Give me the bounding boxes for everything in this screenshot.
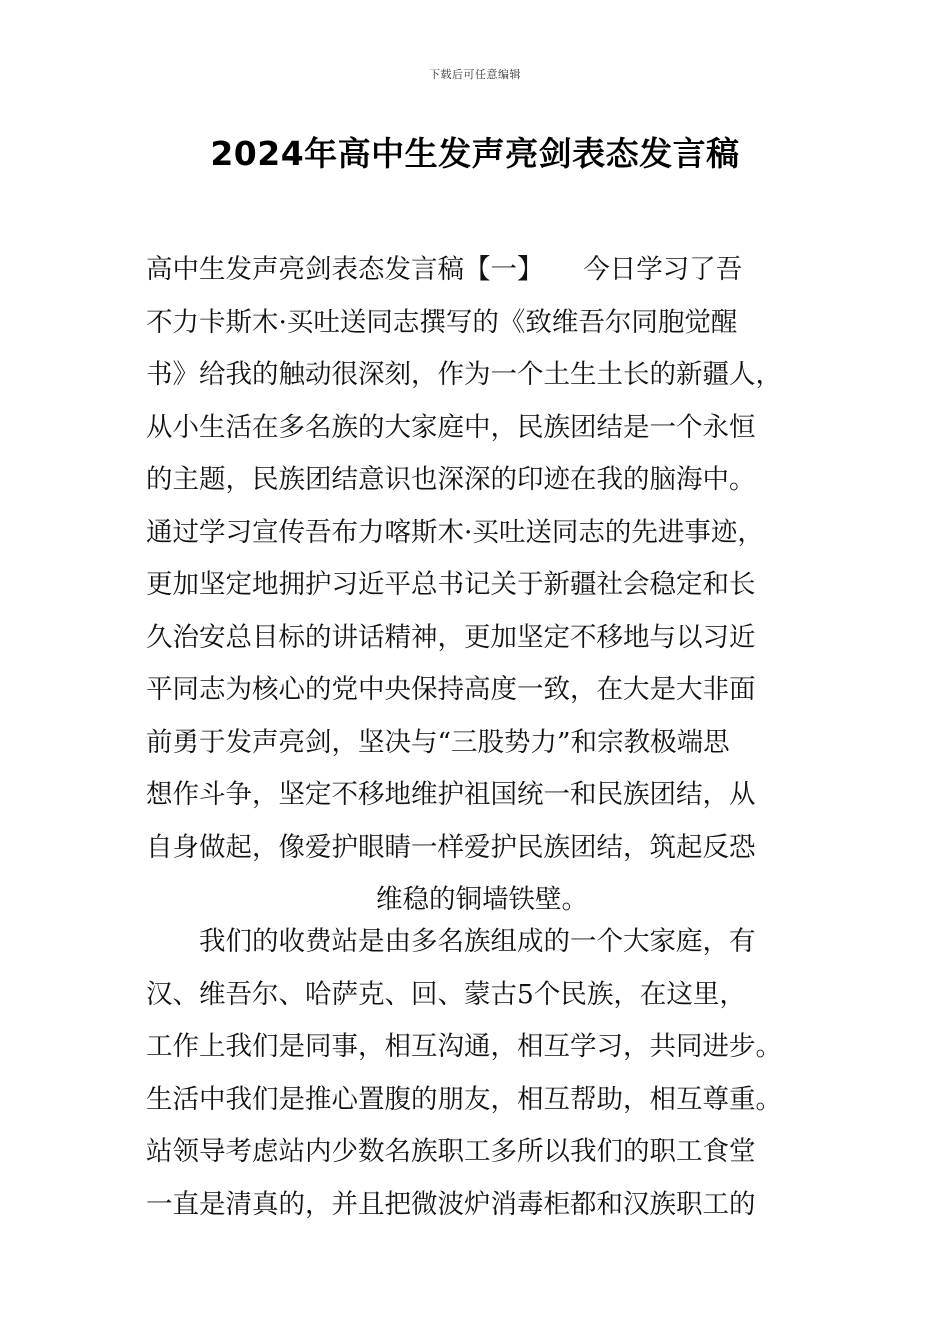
text-line: 站领导考虑站内少数名族职工多所以我们的职工食堂 xyxy=(146,1136,756,1167)
text-line: 前勇于发声亮剑，坚决与“三股势力”和宗教极端思 xyxy=(146,726,730,758)
text-line: 高中生发声亮剑表态发言稿【一】 今日学习了吾 xyxy=(146,254,743,285)
text-line: 生活中我们是推心置腹的朋友，相互帮助，相互尊重。 xyxy=(146,1083,782,1115)
text-line: 通过学习宣传吾布力喀斯木·买吐送同志的先进事迹， xyxy=(146,516,764,548)
header-note: 下载后可任意编辑 xyxy=(429,68,521,81)
text-line: 工作上我们是同事，相互沟通，相互学习，共同进步。 xyxy=(146,1031,782,1062)
paragraph-1 xyxy=(146,244,818,927)
text-line: 我们的收费站是由多名族组成的一个大家庭，有 xyxy=(146,926,756,957)
text-line: 想作斗争，坚定不移地维护祖国统一和民族团结，从 xyxy=(146,779,756,810)
text-line: 的主题，民族团结意识也深深的印迹在我的脑海中。 xyxy=(146,464,756,495)
text-line: 平同志为核心的党中央保持高度一致，在大是大非面 xyxy=(146,674,756,705)
text-line: 更加坚定地拥护习近平总书记关于新疆社会稳定和长 xyxy=(146,569,756,600)
document-title: 2024年高中生发声亮剑表态发言稿 xyxy=(210,134,740,173)
paragraph-2 xyxy=(146,916,818,1231)
text-line: 书》给我的触动很深刻，作为一个土生土长的新疆人， xyxy=(146,359,782,390)
text-line: 汉、维吾尔、哈萨克、回、蒙古5个民族，在这里， xyxy=(146,978,746,1010)
text-line: 一直是清真的，并且把微波炉消毒柜都和汉族职工的 xyxy=(146,1188,756,1220)
text-line: 维稳的铜墙铁壁。 xyxy=(376,884,588,915)
text-line: 不力卡斯木·买吐送同志撰写的《致维吾尔同胞觉醒 xyxy=(146,306,738,338)
text-line: 自身做起，像爱护眼睛一样爱护民族团结，筑起反恐 xyxy=(146,831,756,863)
text-line: 从小生活在多名族的大家庭中，民族团结是一个永恒 xyxy=(146,411,756,443)
text-line: 久治安总目标的讲话精神，更加坚定不移地与以习近 xyxy=(146,621,756,653)
